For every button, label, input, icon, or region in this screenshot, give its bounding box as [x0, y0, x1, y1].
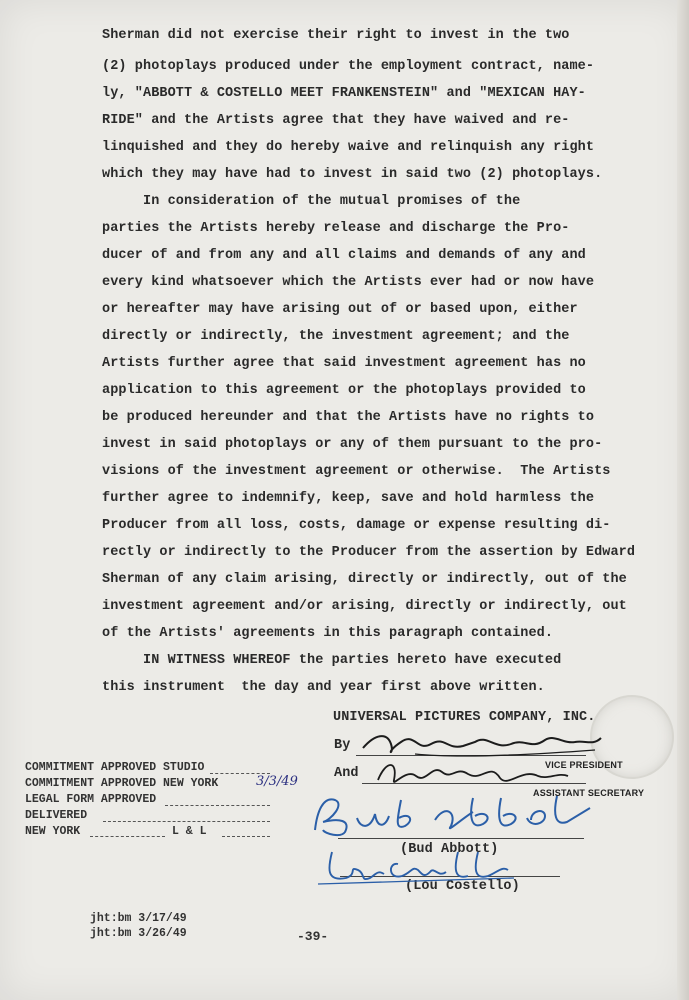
by-label: By — [334, 738, 351, 753]
body-line: Sherman of any claim arising, directly or indirectly, out of the — [102, 572, 627, 587]
body-line: further agree to indemnify, keep, save and hold harmless the — [102, 491, 595, 506]
approval-value-ll: L & L — [172, 825, 207, 838]
body-line: linquished and they do hereby waive and relinquish any right — [102, 140, 595, 155]
body-line: be produced hereunder and that the Artists have no rights to — [102, 410, 595, 425]
page-edge-shadow — [677, 0, 689, 1000]
approval-label-delivered: DELIVERED — [25, 809, 88, 822]
body-line: In consideration of the mutual promises of the — [102, 194, 521, 209]
approval-label-new-york: COMMITMENT APPROVED NEW YORK — [25, 777, 219, 790]
approval-label-ny: NEW YORK — [25, 825, 81, 838]
bud-abbott-signature — [305, 790, 595, 840]
body-line: every kind whatsoever which the Artists ever had or now have — [102, 275, 595, 290]
approval-label-studio: COMMITMENT APPROVED STUDIO — [25, 761, 205, 774]
body-line: Artists further agree that said investment agreement has no — [102, 356, 586, 371]
asst-secretary-title: ASSISTANT SECRETARY — [533, 788, 645, 798]
lou-costello-signature — [318, 848, 518, 888]
typist-ref-1: jht:bm 3/17/49 — [90, 912, 187, 925]
body-line: Producer from all loss, costs, damage or expense resulting di- — [102, 518, 611, 533]
body-line: or hereafter may have arising out of or based upon, either — [102, 302, 578, 317]
asst-secretary-handwritten-signature — [372, 754, 572, 794]
artist-name-costello: (Lou Costello) — [405, 879, 520, 894]
approval-rule-legal — [165, 805, 270, 806]
body-line: (2) photoplays produced under the employment contract, name- — [102, 59, 595, 74]
body-line: directly or indirectly, the investment agreement; and the — [102, 329, 570, 344]
body-line: this instrument the day and year first above written. — [102, 680, 545, 695]
page-number: -39- — [297, 929, 329, 944]
body-line: parties the Artists hereby release and discharge the Pro- — [102, 221, 570, 236]
body-line: ly, "ABBOTT & COSTELLO MEET FRANKENSTEIN" and "MEXICAN HAY- — [102, 86, 586, 101]
artist-name-abbott: (Bud Abbott) — [400, 842, 499, 857]
body-line: rectly or indirectly to the Producer from the assertion by Edward — [102, 545, 636, 560]
company-name: UNIVERSAL PICTURES COMPANY, INC. — [333, 710, 596, 725]
body-line: invest in said photoplays or any of them pursuant to the pro- — [102, 437, 603, 452]
body-line: application to this agreement or the photoplays provided to — [102, 383, 586, 398]
approval-rule-ny — [90, 836, 165, 837]
vp-title: VICE PRESIDENT — [545, 760, 623, 770]
body-line: ducer of and from any and all claims and demands of any and — [102, 248, 586, 263]
body-line: Sherman did not exercise their right to invest in the two — [102, 28, 570, 43]
typist-ref-2: jht:bm 3/26/49 — [90, 927, 187, 940]
body-line: RIDE" and the Artists agree that they have waived and re- — [102, 113, 570, 128]
and-label: And — [334, 766, 359, 781]
approval-rule-delivered — [103, 821, 270, 822]
body-line: which they may have had to invest in said two (2) photoplays. — [102, 167, 603, 182]
approval-date-handwritten: 3/3/49 — [256, 774, 298, 789]
body-line: visions of the investment agreement or otherwise. The Artists — [102, 464, 611, 479]
body-line: of the Artists' agreements in this paragraph contained. — [102, 626, 554, 641]
approval-rule-ll — [222, 836, 270, 837]
body-line: IN WITNESS WHEREOF the parties hereto have executed — [102, 653, 562, 668]
body-line: investment agreement and/or arising, directly or indirectly, out — [102, 599, 627, 614]
approval-label-legal: LEGAL FORM APPROVED — [25, 793, 157, 806]
